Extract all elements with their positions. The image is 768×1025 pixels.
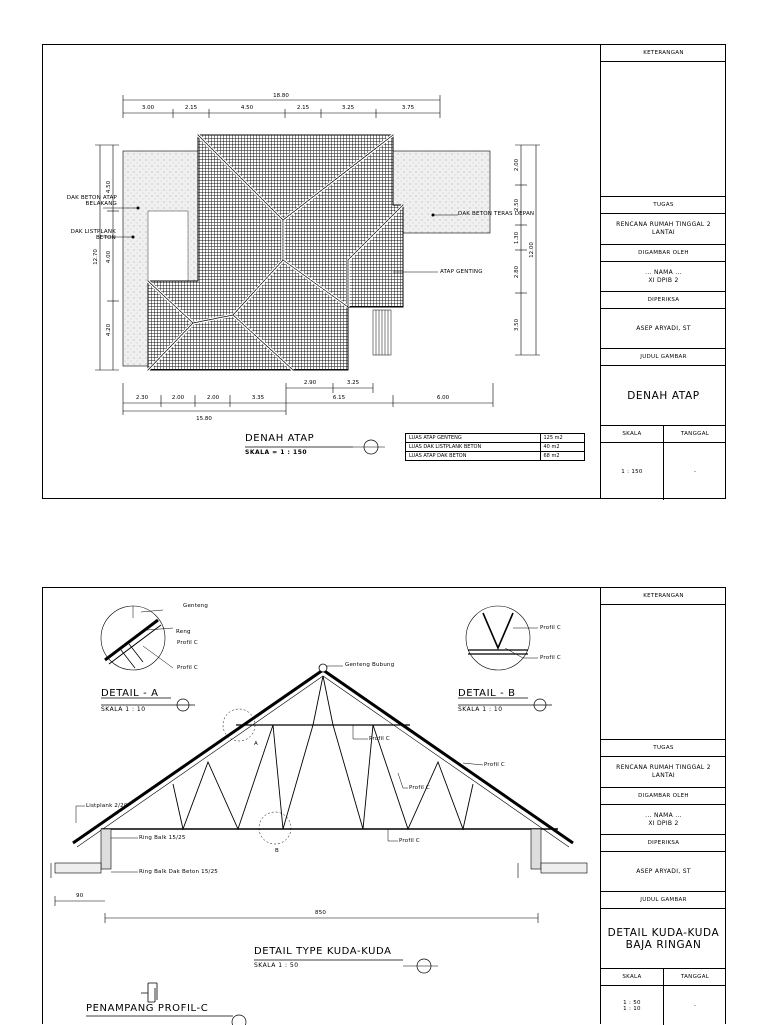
title-block <box>600 45 726 498</box>
dim-left-total: 12.70 <box>93 249 99 265</box>
label-atap-genteng: ATAP GENTING <box>440 269 483 275</box>
dim-left-0: 4.50 <box>106 180 112 194</box>
tb-tanggal-label: TANGGAL <box>680 431 710 437</box>
luas-label: LUAS ATAP GENTENG <box>406 434 541 443</box>
tb2-diperiksa: DIPERIKSA <box>601 835 726 852</box>
label-dak-beton-belakang: DAK BETON ATAP BELAKANG <box>66 195 117 207</box>
detail-b-title: DETAIL - B <box>458 688 516 699</box>
luas-value: 68 m2 <box>540 452 585 461</box>
dim-bot-5: 6.00 <box>436 395 450 401</box>
tb-digambar: DIGAMBAR OLEH <box>601 245 726 262</box>
dim-right-4: 3.50 <box>514 318 520 332</box>
tb2-judul: DETAIL KUDA-KUDA BAJA RINGAN <box>601 909 726 969</box>
dim-bot-1: 2.00 <box>171 395 185 401</box>
dim-bot-upper-0: 2.90 <box>303 380 317 386</box>
detail-a-scale: SKALA 1 : 10 <box>101 706 146 713</box>
luas-label: LUAS DAK LISTPLANK BETON <box>406 443 541 452</box>
luas-value: 125 m2 <box>540 434 585 443</box>
tb-tugas: TUGAS <box>601 197 726 214</box>
dim-bot-total: 15.80 <box>196 416 212 422</box>
tb-skala-value: 1 : 150 <box>601 443 664 500</box>
tb2-tanggal-value: - <box>693 1002 697 1009</box>
mark-b: B <box>275 848 279 854</box>
label-profil-c-1: Profil C <box>369 736 390 742</box>
dim-right-3: 2.80 <box>514 265 520 279</box>
tb2-tugas: TUGAS <box>601 740 726 757</box>
tb-nama-value: ... NAMA ... <box>645 268 682 276</box>
label-profil-c-a1: Profil C <box>177 640 198 646</box>
tb-keterangan: KETERANGAN <box>601 45 726 62</box>
tb-judul-gambar: JUDUL GAMBAR <box>601 349 726 366</box>
tb-skala-values <box>601 443 726 500</box>
label-ring-balk-dak: Ring Balk Dak Beton 15/25 <box>139 869 218 875</box>
tb2-keterangan: KETERANGAN <box>601 588 726 605</box>
dim-bot-2: 2.00 <box>206 395 220 401</box>
luas-value: 40 m2 <box>540 443 585 452</box>
drawing-scale: SKALA = 1 : 150 <box>245 449 308 456</box>
detail-b-scale: SKALA 1 : 10 <box>458 706 503 713</box>
dim-top-total: 18.80 <box>273 93 289 99</box>
dim-right-0: 2.00 <box>514 158 520 172</box>
tb-diperiksa: DIPERIKSA <box>601 292 726 309</box>
detail-b-drawing <box>466 606 538 670</box>
label-genteng-bubung: Genteng Bubung <box>345 662 395 668</box>
dim-bot-upper-1: 3.25 <box>346 380 360 386</box>
mark-a: A <box>254 741 258 747</box>
tb2-skala-row <box>601 969 726 986</box>
drawing-title-2: DETAIL TYPE KUDA-KUDA <box>254 946 392 957</box>
tb-tanggal-value: - <box>693 468 697 475</box>
dim-right-2: 1.30 <box>514 231 520 245</box>
tb-judul: DENAH ATAP <box>601 366 726 426</box>
label-genteng: Genteng <box>183 603 209 609</box>
tb2-skala-value: 1 : 50 1 : 10 <box>601 986 664 1025</box>
detail-a-drawing <box>101 606 173 670</box>
tb2-nama-value: ... NAMA ... <box>645 811 682 819</box>
label-profil-c-4: Profil C <box>399 838 420 844</box>
table-row <box>406 443 585 452</box>
dim-bot-4: 6.15 <box>332 395 346 401</box>
dim-right-1: 2.50 <box>514 198 520 212</box>
label-profil-c-a2: Profil C <box>177 665 198 671</box>
label-dak-listplank: DAK LISTPLANK BETON <box>70 229 116 241</box>
title-block-2 <box>600 588 726 1024</box>
tb2-nama <box>601 805 726 835</box>
tb-kelas-value: XI DPIB 2 <box>648 276 679 284</box>
label-listplank: Listplank 2/20 <box>86 803 128 809</box>
tb2-digambar: DIGAMBAR OLEH <box>601 788 726 805</box>
roof-plan-drawing <box>43 45 600 500</box>
tb2-kelas-value: XI DPIB 2 <box>648 819 679 827</box>
dim-top-0: 3.00 <box>141 105 155 111</box>
table-row <box>406 434 585 443</box>
tb2-tanggal-label: TANGGAL <box>680 974 710 980</box>
tb-keterangan-space <box>601 62 726 197</box>
dak-beton-teras <box>393 151 490 233</box>
dim-90: 90 <box>76 893 84 899</box>
tb-project: RENCANA RUMAH TINGGAL 2 LANTAI <box>601 214 726 245</box>
dim-left-1: 4.00 <box>106 250 112 264</box>
dim-bot-3: 3.35 <box>251 395 265 401</box>
dim-top-3: 2.15 <box>296 105 310 111</box>
label-profil-c-b2: Profil C <box>540 655 561 661</box>
tb-skala-row <box>601 426 726 443</box>
tb-pemeriksa: ASEP ARYADI, ST <box>601 309 726 349</box>
profil-title: PENAMPANG PROFIL-C <box>86 1003 209 1014</box>
dim-top-1: 2.15 <box>184 105 198 111</box>
luas-label: LUAS ATAP DAK BETON <box>406 452 541 461</box>
sheet-denah-atap <box>42 44 726 499</box>
tb2-project: RENCANA RUMAH TINGGAL 2 LANTAI <box>601 757 726 788</box>
detail-a-title: DETAIL - A <box>101 688 159 699</box>
tb2-keterangan-space <box>601 605 726 740</box>
tb2-skala-values <box>601 986 726 1025</box>
label-dak-teras: DAK BETON TERAS DEPAN <box>458 211 535 217</box>
dim-top-4: 3.25 <box>341 105 355 111</box>
tb-skala-label: SKALA <box>601 426 664 442</box>
tb2-skala-label: SKALA <box>601 969 664 985</box>
dim-top-5: 3.75 <box>401 105 415 111</box>
drawing-scale-2: SKALA 1 : 50 <box>254 962 299 969</box>
sheet-detail-kuda-kuda <box>42 587 726 1024</box>
label-reng: Reng <box>176 629 191 635</box>
label-profil-c-2: Profil C <box>409 785 430 791</box>
dim-left-2: 4.20 <box>106 323 112 337</box>
tb2-pemeriksa: ASEP ARYADI, ST <box>601 852 726 892</box>
label-profil-c-b1: Profil C <box>540 625 561 631</box>
table-row <box>406 452 585 461</box>
label-profil-c-3: Profil C <box>484 762 505 768</box>
drawing-title: DENAH ATAP <box>245 433 315 444</box>
label-ring-balk: Ring Balk 15/25 <box>139 835 186 841</box>
dim-bot-0: 2.30 <box>135 395 149 401</box>
luas-table <box>405 433 585 461</box>
dim-right-total: 12.00 <box>529 242 535 258</box>
tb2-judul-gambar: JUDUL GAMBAR <box>601 892 726 909</box>
dim-850: 850 <box>315 910 327 916</box>
tb-nama <box>601 262 726 292</box>
dim-top-2: 4.50 <box>240 105 254 111</box>
